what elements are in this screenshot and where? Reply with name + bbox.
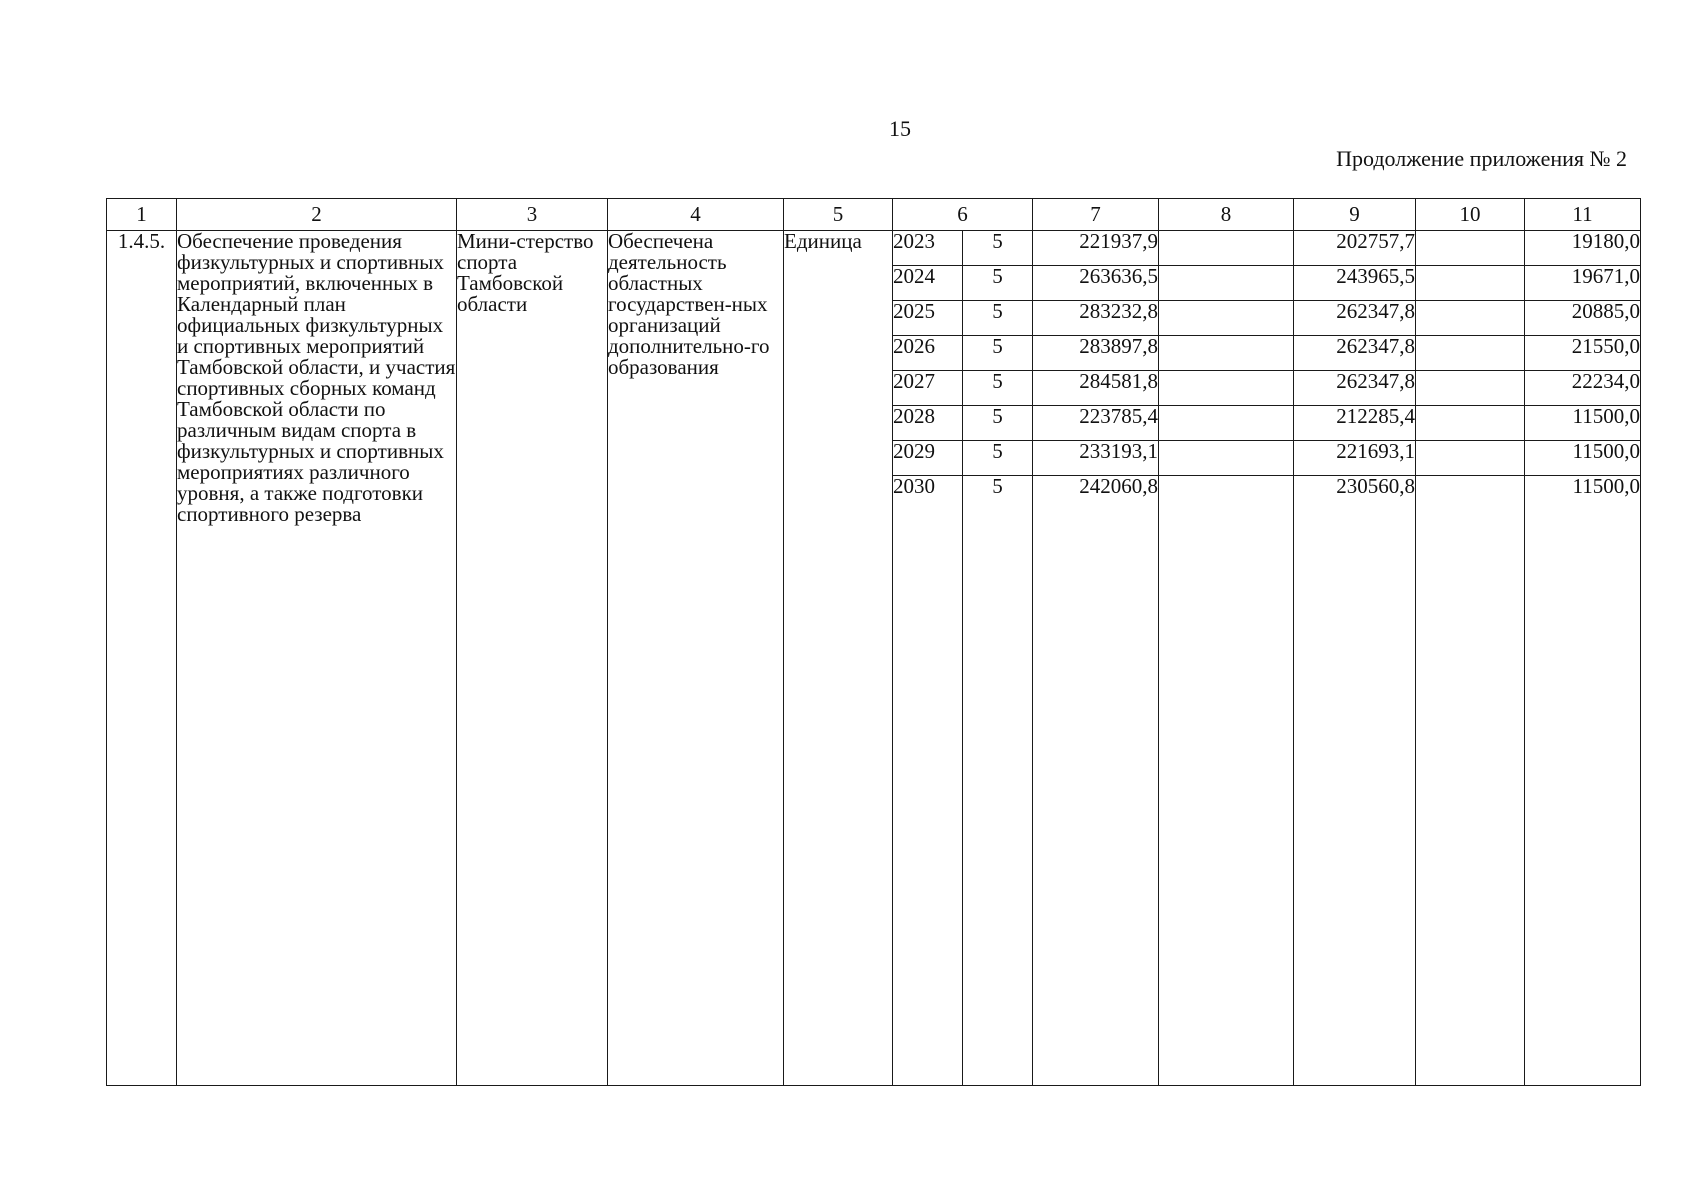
amount-col-9: 262347,8 [1294, 301, 1416, 336]
header-col-7: 7 [1033, 199, 1159, 231]
indicator-value: 5 [963, 406, 1033, 441]
amount-col-8 [1159, 231, 1294, 266]
amount-col-10 [1416, 231, 1525, 266]
amount-col-9: 262347,8 [1294, 371, 1416, 406]
amount-col-7: 221937,9 [1033, 231, 1159, 266]
amount-col-10 [1416, 476, 1525, 1086]
result-indicator: Обеспечена деятельность областных государствен-ных организаций дополнительно-го образования [608, 231, 784, 1086]
amount-col-9: 262347,8 [1294, 336, 1416, 371]
amount-col-7: 233193,1 [1033, 441, 1159, 476]
header-col-9: 9 [1294, 199, 1416, 231]
indicator-value: 5 [963, 336, 1033, 371]
amount-col-8 [1159, 476, 1294, 1086]
amount-col-11: 11500,0 [1525, 476, 1641, 1086]
table-row [107, 231, 1641, 266]
header-col-2: 2 [177, 199, 457, 231]
amount-col-7: 283897,8 [1033, 336, 1159, 371]
indicator-value: 5 [963, 301, 1033, 336]
header-col-10: 10 [1416, 199, 1525, 231]
continuation-label: Продолжение приложения № 2 [1336, 146, 1627, 171]
page-number: 15 [889, 116, 911, 141]
year-cell: 2024 [893, 266, 963, 301]
amount-col-7: 263636,5 [1033, 266, 1159, 301]
amount-col-10 [1416, 441, 1525, 476]
amount-col-7: 283232,8 [1033, 301, 1159, 336]
header-col-6: 6 [893, 199, 1033, 231]
amount-col-7: 223785,4 [1033, 406, 1159, 441]
amount-col-11: 19180,0 [1525, 231, 1641, 266]
amount-col-11: 20885,0 [1525, 301, 1641, 336]
amount-col-8 [1159, 301, 1294, 336]
amount-col-8 [1159, 266, 1294, 301]
event-description: Обеспечение проведения физкультурных и спортивных мероприятий, включенных в Календарный план официальных физкультурных и спортивных мероприятий Тамбовской области, и участия спортивных сборных команд Тамбовской области по различным видам спорта в физкультурных и спортивных мероприятиях различного уровня, а также подготовки спортивного резерва [177, 231, 457, 1086]
indicator-value: 5 [963, 441, 1033, 476]
year-cell: 2023 [893, 231, 963, 266]
indicator-value: 5 [963, 476, 1033, 1086]
year-cell: 2030 [893, 476, 963, 1086]
header-row [107, 199, 1641, 231]
indicator-value: 5 [963, 266, 1033, 301]
amount-col-8 [1159, 441, 1294, 476]
amount-col-10 [1416, 371, 1525, 406]
amount-col-9: 221693,1 [1294, 441, 1416, 476]
executor: Мини-стерство спорта Тамбовской области [457, 231, 608, 1086]
amount-col-10 [1416, 406, 1525, 441]
year-cell: 2025 [893, 301, 963, 336]
amount-col-11: 11500,0 [1525, 441, 1641, 476]
amount-col-7: 242060,8 [1033, 476, 1159, 1086]
header-col-1: 1 [107, 199, 177, 231]
header-col-3: 3 [457, 199, 608, 231]
row-number: 1.4.5. [107, 231, 177, 1086]
header-col-4: 4 [608, 199, 784, 231]
amount-col-8 [1159, 371, 1294, 406]
year-cell: 2026 [893, 336, 963, 371]
amount-col-11: 19671,0 [1525, 266, 1641, 301]
amount-col-9: 243965,5 [1294, 266, 1416, 301]
header-col-11: 11 [1525, 199, 1641, 231]
indicator-value: 5 [963, 231, 1033, 266]
amount-col-11: 11500,0 [1525, 406, 1641, 441]
header-col-5: 5 [784, 199, 893, 231]
header-col-8: 8 [1159, 199, 1294, 231]
amount-col-10 [1416, 301, 1525, 336]
year-cell: 2028 [893, 406, 963, 441]
amount-col-8 [1159, 336, 1294, 371]
amount-col-9: 230560,8 [1294, 476, 1416, 1086]
indicator-value: 5 [963, 371, 1033, 406]
budget-table [106, 198, 1641, 1086]
amount-col-7: 284581,8 [1033, 371, 1159, 406]
amount-col-10 [1416, 336, 1525, 371]
amount-col-8 [1159, 406, 1294, 441]
amount-col-9: 202757,7 [1294, 231, 1416, 266]
unit: Единица [784, 231, 893, 1086]
year-cell: 2029 [893, 441, 963, 476]
amount-col-11: 21550,0 [1525, 336, 1641, 371]
amount-col-9: 212285,4 [1294, 406, 1416, 441]
year-cell: 2027 [893, 371, 963, 406]
amount-col-10 [1416, 266, 1525, 301]
amount-col-11: 22234,0 [1525, 371, 1641, 406]
